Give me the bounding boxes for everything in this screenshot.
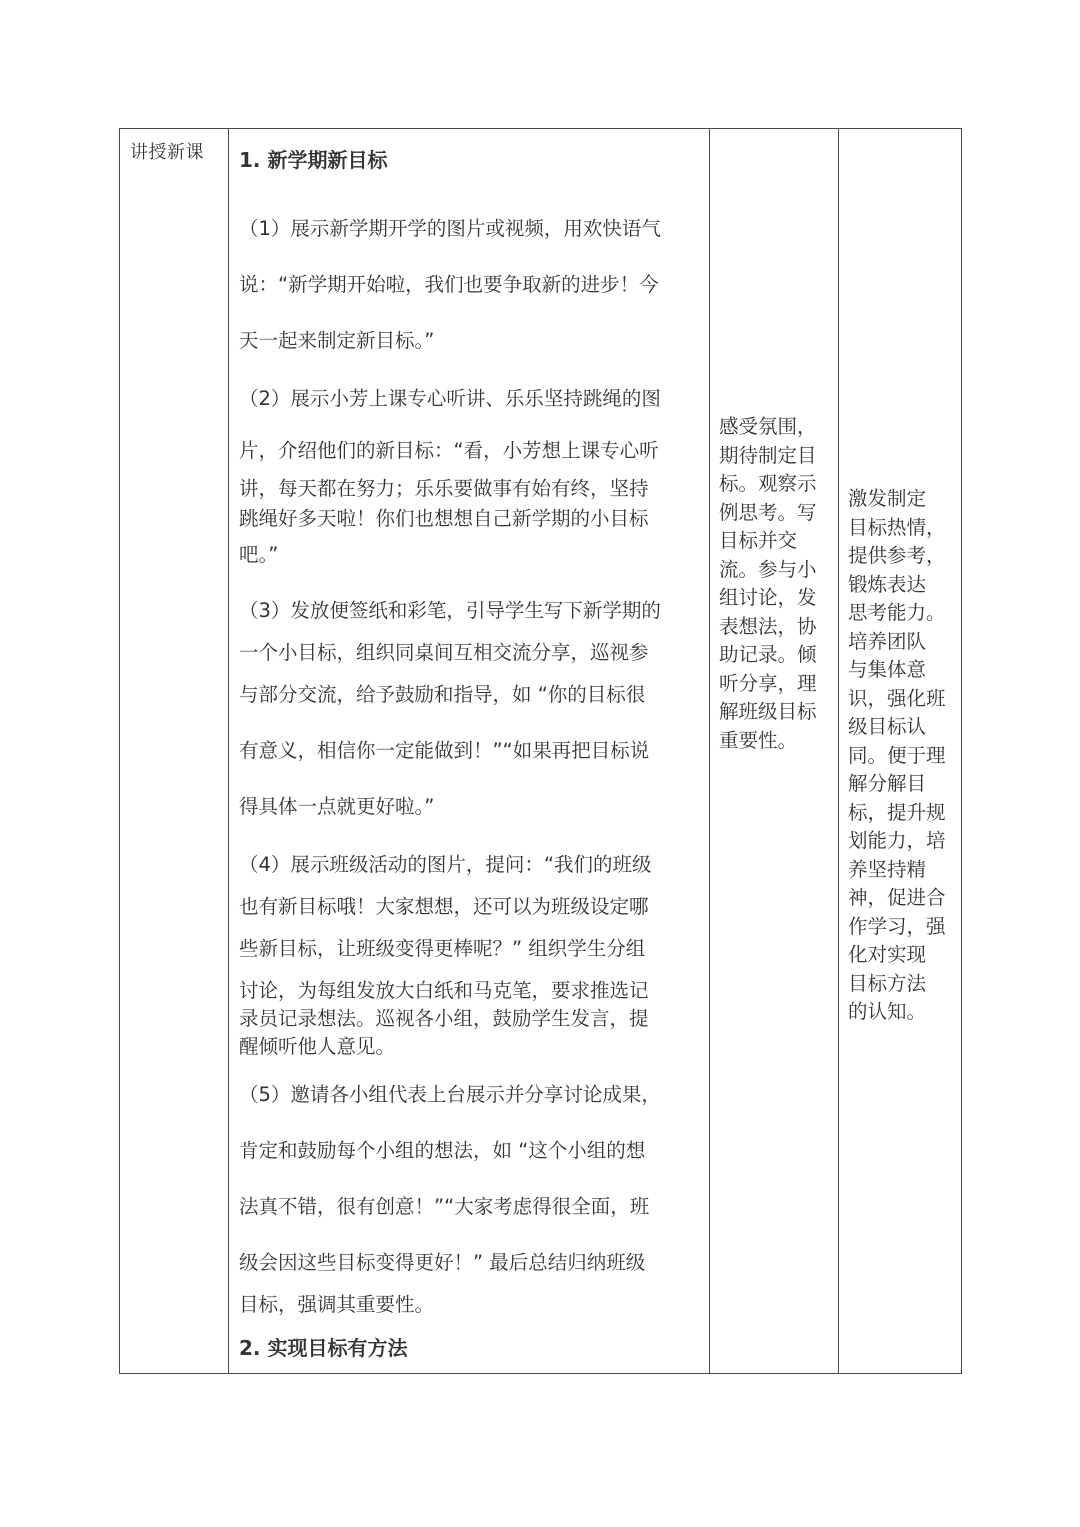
paragraph-line: 片，介绍他们的新目标：“看，小芳想上课专心听: [239, 439, 659, 462]
design-intent-line: 养坚持精: [848, 857, 927, 881]
heading-methods: 2. 实现目标有方法: [239, 1336, 408, 1360]
paragraph-line: 级会因这些目标变得更好！” 最后总结归纳班级: [239, 1251, 646, 1274]
paragraph-line: 讲，每天都在努力；乐乐要做事有始有终，坚持: [239, 477, 649, 500]
student-activity-line: 标。观察示: [719, 472, 817, 495]
paragraph-line: 有意义，相信你一定能做到！”“如果再把目标说: [239, 739, 650, 762]
paragraph-line: 吧。”: [239, 543, 279, 566]
paragraph-5: [239, 1081, 699, 1319]
paragraph-line: （2）展示小芳上课专心听讲、乐乐坚持跳绳的图: [239, 387, 661, 410]
design-intent-line: 提供参考，: [848, 544, 946, 567]
paragraph-line: （1）展示新学期开学的图片或视频，用欢快语气: [239, 217, 661, 240]
paragraph-1: [239, 201, 699, 369]
student-activity-column: [709, 129, 838, 1373]
paragraph-line: （4）展示班级活动的图片，提问：“我们的班级: [239, 853, 652, 876]
teaching-process-column: [228, 129, 709, 1373]
design-intent-line: 标，提升规: [848, 800, 946, 824]
student-activity-line: 例思考。写: [719, 500, 817, 524]
student-activity-text: [719, 413, 817, 755]
paragraph-line: 也有新目标哦！大家想想，还可以为班级设定哪: [239, 895, 649, 918]
paragraph-line: 说：“新学期开始啦，我们也要争取新的进步！今: [239, 273, 659, 296]
paragraph-line: 些新目标，让班级变得更棒呢？” 组织学生分组: [239, 937, 646, 960]
design-intent-line: 神，促进合: [848, 886, 946, 909]
student-activity-line: 听分享，理: [719, 671, 817, 695]
paragraph-line: （3）发放便签纸和彩笔，引导学生写下新学期的: [239, 599, 661, 622]
design-intent-line: 激发制定: [848, 487, 927, 510]
paragraph-line: 讨论，为每组发放大白纸和马克笔，要求推选记: [239, 979, 649, 1002]
student-activity-line: 流。参与小: [719, 557, 817, 581]
paragraph-line: 一个小目标，组织同桌间互相交流分享，巡视参: [239, 641, 649, 664]
student-activity-line: 组讨论，发: [719, 586, 817, 609]
paragraph-line: 得具体一点就更好啦。”: [239, 795, 435, 818]
paragraph-3: [239, 597, 699, 821]
paragraph-line: 法真不错，很有创意！”“大家考虑得很全面，班: [239, 1195, 650, 1218]
design-intent-line: 作学习，强: [848, 914, 946, 938]
design-intent-line: 锻炼表达: [848, 572, 927, 596]
student-activity-line: 感受氛围，: [719, 415, 817, 438]
student-activity-line: 助记录。倾: [719, 643, 817, 666]
design-intent-line: 级目标认: [848, 715, 927, 738]
design-intent-column: [838, 129, 961, 1373]
design-intent-line: 的认知。: [848, 1000, 927, 1023]
student-activity-line: 重要性。: [719, 728, 798, 752]
design-intent-line: 解分解目: [848, 772, 927, 795]
design-intent-line: 目标热情，: [848, 515, 946, 539]
section-column: [120, 129, 228, 1373]
paragraph-line: 醒倾听他人意见。: [239, 1035, 396, 1058]
heading-new-semester-goals: 1. 新学期新目标: [239, 148, 388, 172]
design-intent-line: 同。便于理: [848, 743, 946, 767]
lesson-plan-table: [119, 128, 962, 1374]
paragraph-line: 肯定和鼓励每个小组的想法，如 “这个小组的想: [239, 1139, 646, 1162]
paragraph-line: 与部分交流，给予鼓励和指导，如 “你的目标很: [239, 683, 646, 706]
design-intent-line: 目标方法: [848, 971, 927, 995]
design-intent-line: 化对实现: [848, 943, 927, 966]
paragraph-line: 跳绳好多天啦！你们也想想自己新学期的小目标: [239, 507, 649, 530]
design-intent-line: 与集体意: [848, 658, 927, 681]
paragraph-line: （5）邀请各小组代表上台展示并分享讨论成果，: [239, 1083, 661, 1106]
design-intent-line: 思考能力。: [848, 601, 946, 624]
paragraph-2: [239, 371, 699, 569]
student-activity-line: 表想法，协: [719, 614, 817, 638]
student-activity-line: 目标并交: [719, 529, 798, 552]
paragraph-line: 目标，强调其重要性。: [239, 1293, 435, 1316]
design-intent-line: 培养团队: [848, 629, 927, 653]
student-activity-line: 解班级目标: [719, 700, 817, 723]
design-intent-text: [848, 485, 946, 1027]
design-intent-line: 识，强化班: [848, 686, 946, 710]
paragraph-line: 天一起来制定新目标。”: [239, 329, 435, 352]
paragraph-4: [239, 851, 699, 1061]
student-activity-line: 期待制定目: [719, 443, 817, 467]
design-intent-line: 划能力，培: [848, 829, 946, 852]
section-label: 讲授新课: [130, 142, 204, 163]
paragraph-line: 录员记录想法。巡视各小组，鼓励学生发言，提: [239, 1007, 649, 1030]
